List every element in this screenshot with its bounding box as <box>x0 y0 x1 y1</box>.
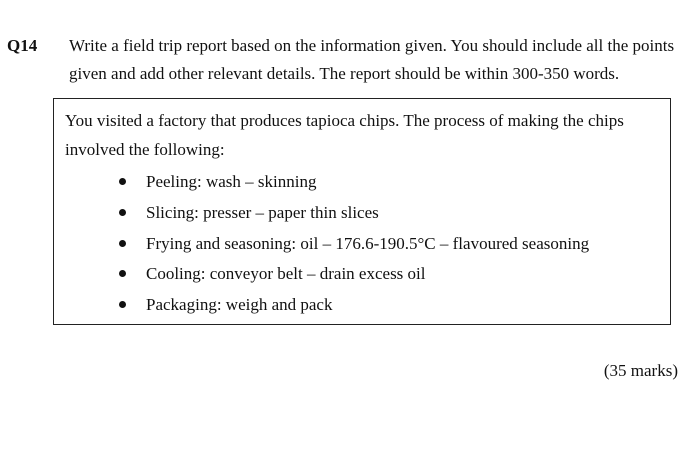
list-item <box>119 290 589 321</box>
prompt-line: Write a field trip report based on the information given. You should include all the points <box>69 36 675 55</box>
bullet-icon <box>119 240 126 247</box>
info-box-intro <box>65 106 624 164</box>
question-number: Q14 <box>7 36 38 55</box>
bullet-icon <box>119 178 126 185</box>
prompt-line: given and add other relevant details. The report should be within 300-350 words. <box>69 64 620 83</box>
bullet-icon <box>119 301 126 308</box>
step-text: Slicing: presser – paper thin slices <box>146 202 379 222</box>
step-text: Frying and seasoning: oil – 176.6-190.5°C – flavoured seasoning <box>146 233 590 253</box>
step-text: Packaging: weigh and pack <box>146 295 333 314</box>
intro-line: You visited a factory that produces tapioca chips. The process of making the chips <box>65 111 624 130</box>
info-box <box>53 98 671 325</box>
bullet-icon <box>119 270 126 277</box>
step-text: Cooling: conveyor belt – drain excess oil <box>146 264 426 284</box>
step-text: Peeling: wash – skinning <box>146 172 317 191</box>
list-item <box>119 167 589 198</box>
list-item <box>119 229 589 260</box>
bullet-icon <box>119 209 126 216</box>
list-item <box>119 198 589 229</box>
process-steps-list <box>119 167 589 321</box>
marks-label: (35 marks) <box>603 361 678 380</box>
list-item <box>119 259 589 290</box>
question-prompt <box>69 32 691 88</box>
intro-line: involved the following: <box>65 140 225 159</box>
